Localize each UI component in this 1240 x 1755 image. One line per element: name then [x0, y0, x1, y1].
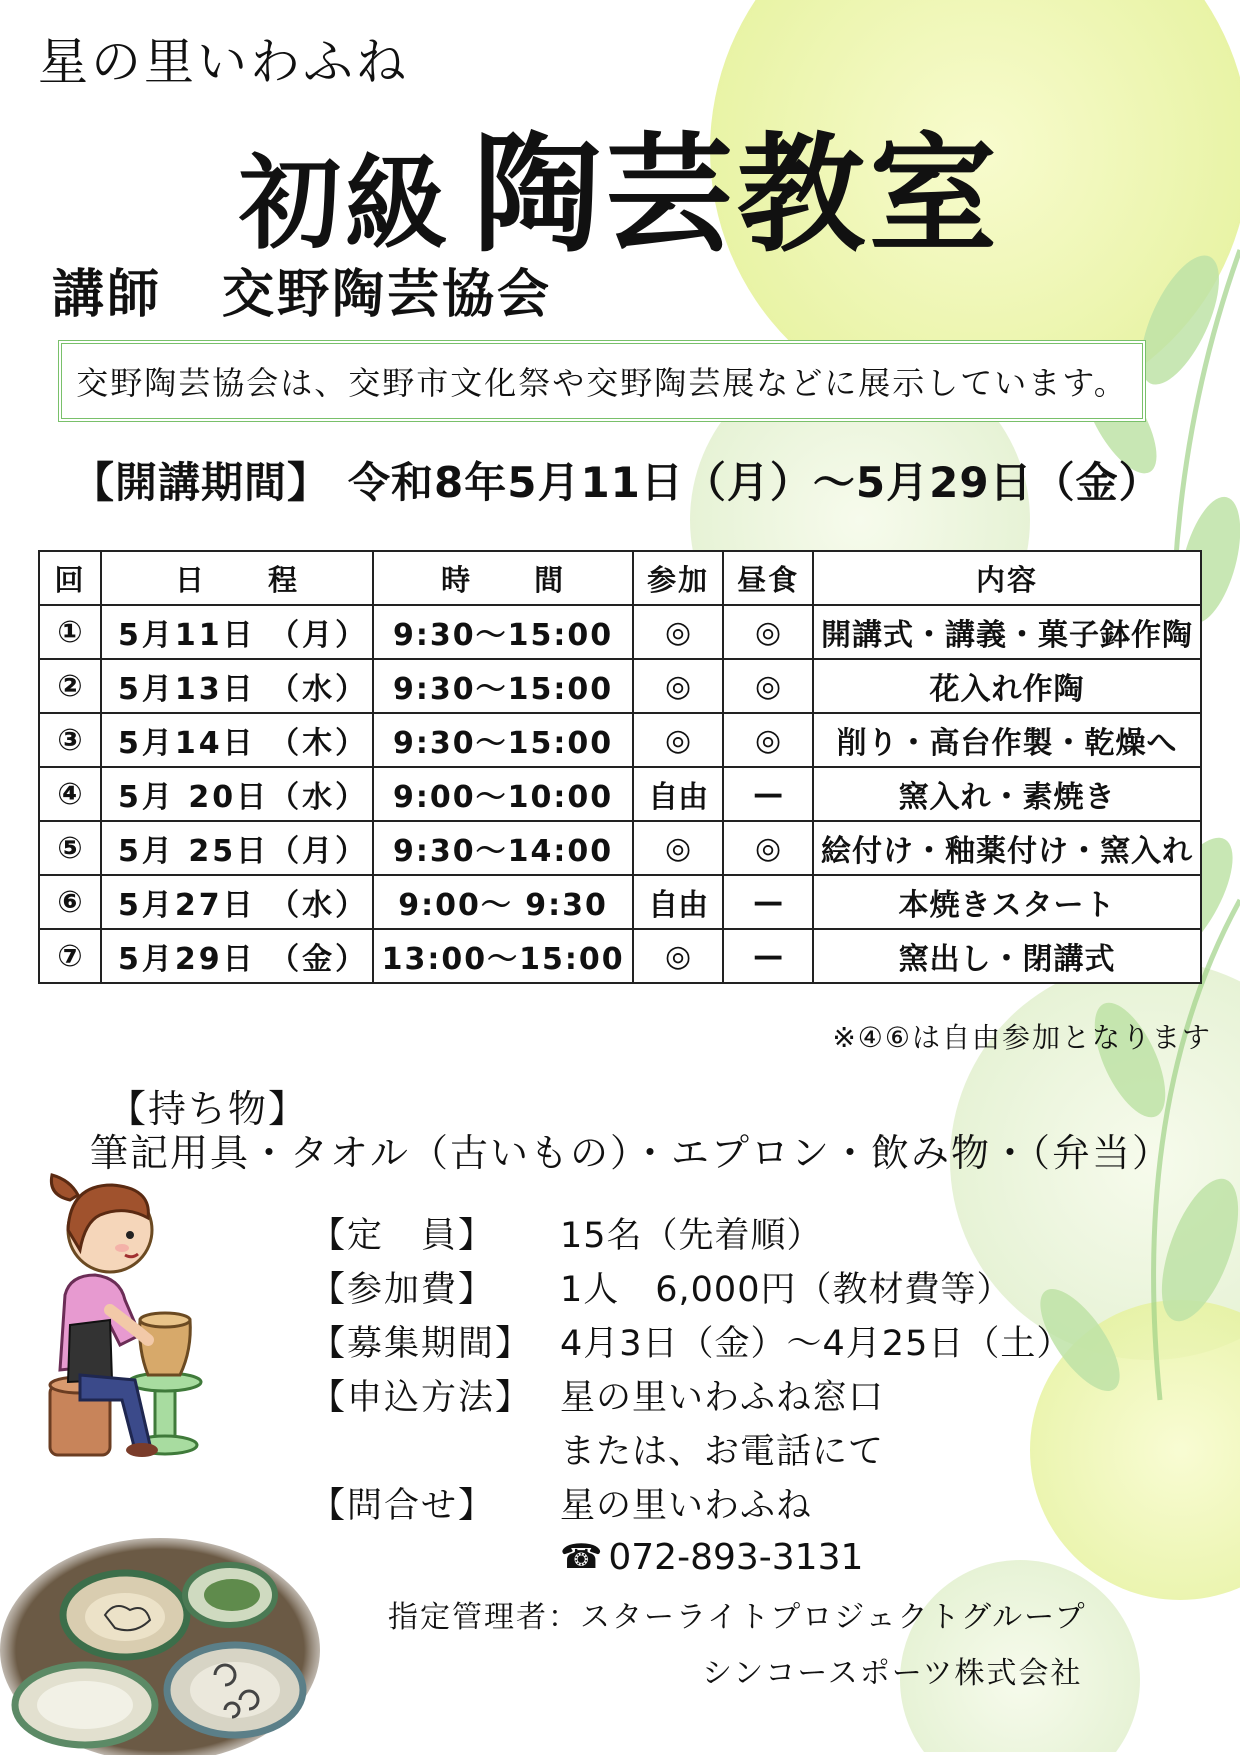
pottery-girl-illustration — [40, 1160, 230, 1470]
instructor-name: 交野陶芸協会 — [222, 265, 553, 325]
col-header-no: 回 — [39, 551, 101, 605]
session-date: 5月 20日（水） — [101, 767, 373, 821]
session-content: 開講式・講義・菓子鉢作陶 — [813, 605, 1201, 659]
telephone-icon: ☎ — [560, 1537, 603, 1577]
course-name: 陶芸教室 — [472, 121, 1001, 270]
info-value: 星の里いわふね — [560, 1486, 813, 1526]
session-content: 絵付け・釉薬付け・窯入れ — [813, 821, 1201, 875]
table-row — [39, 821, 1201, 875]
session-content: 花入れ作陶 — [813, 659, 1201, 713]
session-number: ⑦ — [39, 929, 101, 983]
session-number: ⑥ — [39, 875, 101, 929]
session-time: 9:30～14:00 — [373, 821, 633, 875]
session-join: 自由 — [633, 875, 723, 929]
session-lunch: — — [723, 875, 813, 929]
info-value: 1人 6,000円（教材費等） — [560, 1270, 1013, 1310]
session-join: ◎ — [633, 605, 723, 659]
session-join: ◎ — [633, 659, 723, 713]
session-content: 削り・高台作製・乾燥へ — [813, 713, 1201, 767]
schedule-footnote: ※④⑥は自由参加となります — [832, 1021, 1212, 1054]
info-value: 星の里いわふね窓口 — [560, 1378, 885, 1418]
pottery-bowls-photo — [0, 1525, 335, 1755]
instructor-note-box — [58, 340, 1146, 422]
contact-phone — [560, 1537, 863, 1578]
session-time: 9:30～15:00 — [373, 713, 633, 767]
belongings-items: 筆記用具・タオル（古いもの）・エプロン・飲み物・（弁当） — [90, 1131, 1173, 1175]
session-date: 5月27日 （水） — [101, 875, 373, 929]
session-date: 5月11日 （月） — [101, 605, 373, 659]
info-row-capacity — [310, 1206, 1072, 1260]
table-row — [39, 929, 1201, 983]
schedule-table — [38, 550, 1202, 984]
col-header-join: 参加 — [633, 551, 723, 605]
session-lunch: — — [723, 929, 813, 983]
session-number: ④ — [39, 767, 101, 821]
info-value: または、お電話にて — [560, 1432, 885, 1472]
info-row-recruit-period — [310, 1314, 1072, 1368]
session-join: 自由 — [633, 767, 723, 821]
session-date: 5月14日 （木） — [101, 713, 373, 767]
col-header-lunch: 昼食 — [723, 551, 813, 605]
instructor-line — [52, 252, 552, 327]
col-header-time: 時 間 — [373, 551, 633, 605]
page-title — [0, 92, 1240, 276]
info-value: 4月3日（金）～4月25日（土） — [560, 1324, 1073, 1364]
phone-number: 072-893-3131 — [608, 1536, 864, 1578]
table-row — [39, 659, 1201, 713]
session-time: 9:00～10:00 — [373, 767, 633, 821]
info-row-apply-method — [310, 1368, 1072, 1422]
manager-line-1: 指定管理者：スターライトプロジェクトグループ — [388, 1600, 1087, 1635]
table-row — [39, 767, 1201, 821]
session-time: 9:30～15:00 — [373, 605, 633, 659]
info-key: 【定 員】 — [310, 1216, 496, 1256]
period-value: 令和8年5月11日（月）～5月29日（金） — [348, 458, 1162, 507]
instructor-note: 交野陶芸協会は、交野市文化祭や交野陶芸展などに展示しています。 — [76, 364, 1128, 402]
belongings-label: 【持ち物】 — [108, 1087, 309, 1131]
session-number: ① — [39, 605, 101, 659]
session-content: 窯出し・閉講式 — [813, 929, 1201, 983]
info-row-apply-method-cont — [310, 1422, 1072, 1476]
session-number: ② — [39, 659, 101, 713]
session-number: ③ — [39, 713, 101, 767]
table-row — [39, 875, 1201, 929]
table-header-row — [39, 551, 1201, 605]
session-time: 9:30～15:00 — [373, 659, 633, 713]
table-row — [39, 713, 1201, 767]
instructor-label: 講師 — [52, 265, 163, 325]
info-value: 15名（先着順） — [560, 1216, 823, 1256]
col-header-date: 日 程 — [101, 551, 373, 605]
session-content: 窯入れ・素焼き — [813, 767, 1201, 821]
session-join: ◎ — [633, 929, 723, 983]
session-content: 本焼きスタート — [813, 875, 1201, 929]
session-join: ◎ — [633, 713, 723, 767]
info-row-contact — [310, 1476, 1072, 1530]
facility-name: 星の里いわふね — [38, 33, 409, 91]
session-number: ⑤ — [39, 821, 101, 875]
session-lunch: ◎ — [723, 821, 813, 875]
session-time: 13:00～15:00 — [373, 929, 633, 983]
session-lunch: ◎ — [723, 659, 813, 713]
manager-line-2: シンコースポーツ株式会社 — [702, 1656, 1083, 1691]
session-time: 9:00～ 9:30 — [373, 875, 633, 929]
session-lunch: ◎ — [723, 713, 813, 767]
info-row-fee — [310, 1260, 1072, 1314]
info-key: 【問合せ】 — [310, 1486, 496, 1526]
info-row-phone — [310, 1530, 1072, 1584]
info-key: 【申込方法】 — [310, 1378, 533, 1418]
table-row — [39, 605, 1201, 659]
col-header-content: 内容 — [813, 551, 1201, 605]
session-lunch: — — [723, 767, 813, 821]
session-date: 5月 25日（月） — [101, 821, 373, 875]
course-level: 初級 — [238, 145, 451, 264]
course-period — [72, 450, 1180, 510]
session-date: 5月29日 （金） — [101, 929, 373, 983]
period-label: 【開講期間】 — [72, 458, 331, 507]
info-list — [310, 1206, 1072, 1584]
info-key: 【募集期間】 — [310, 1324, 533, 1364]
session-lunch: ◎ — [723, 605, 813, 659]
session-join: ◎ — [633, 821, 723, 875]
session-date: 5月13日 （水） — [101, 659, 373, 713]
info-key: 【参加費】 — [310, 1270, 496, 1310]
